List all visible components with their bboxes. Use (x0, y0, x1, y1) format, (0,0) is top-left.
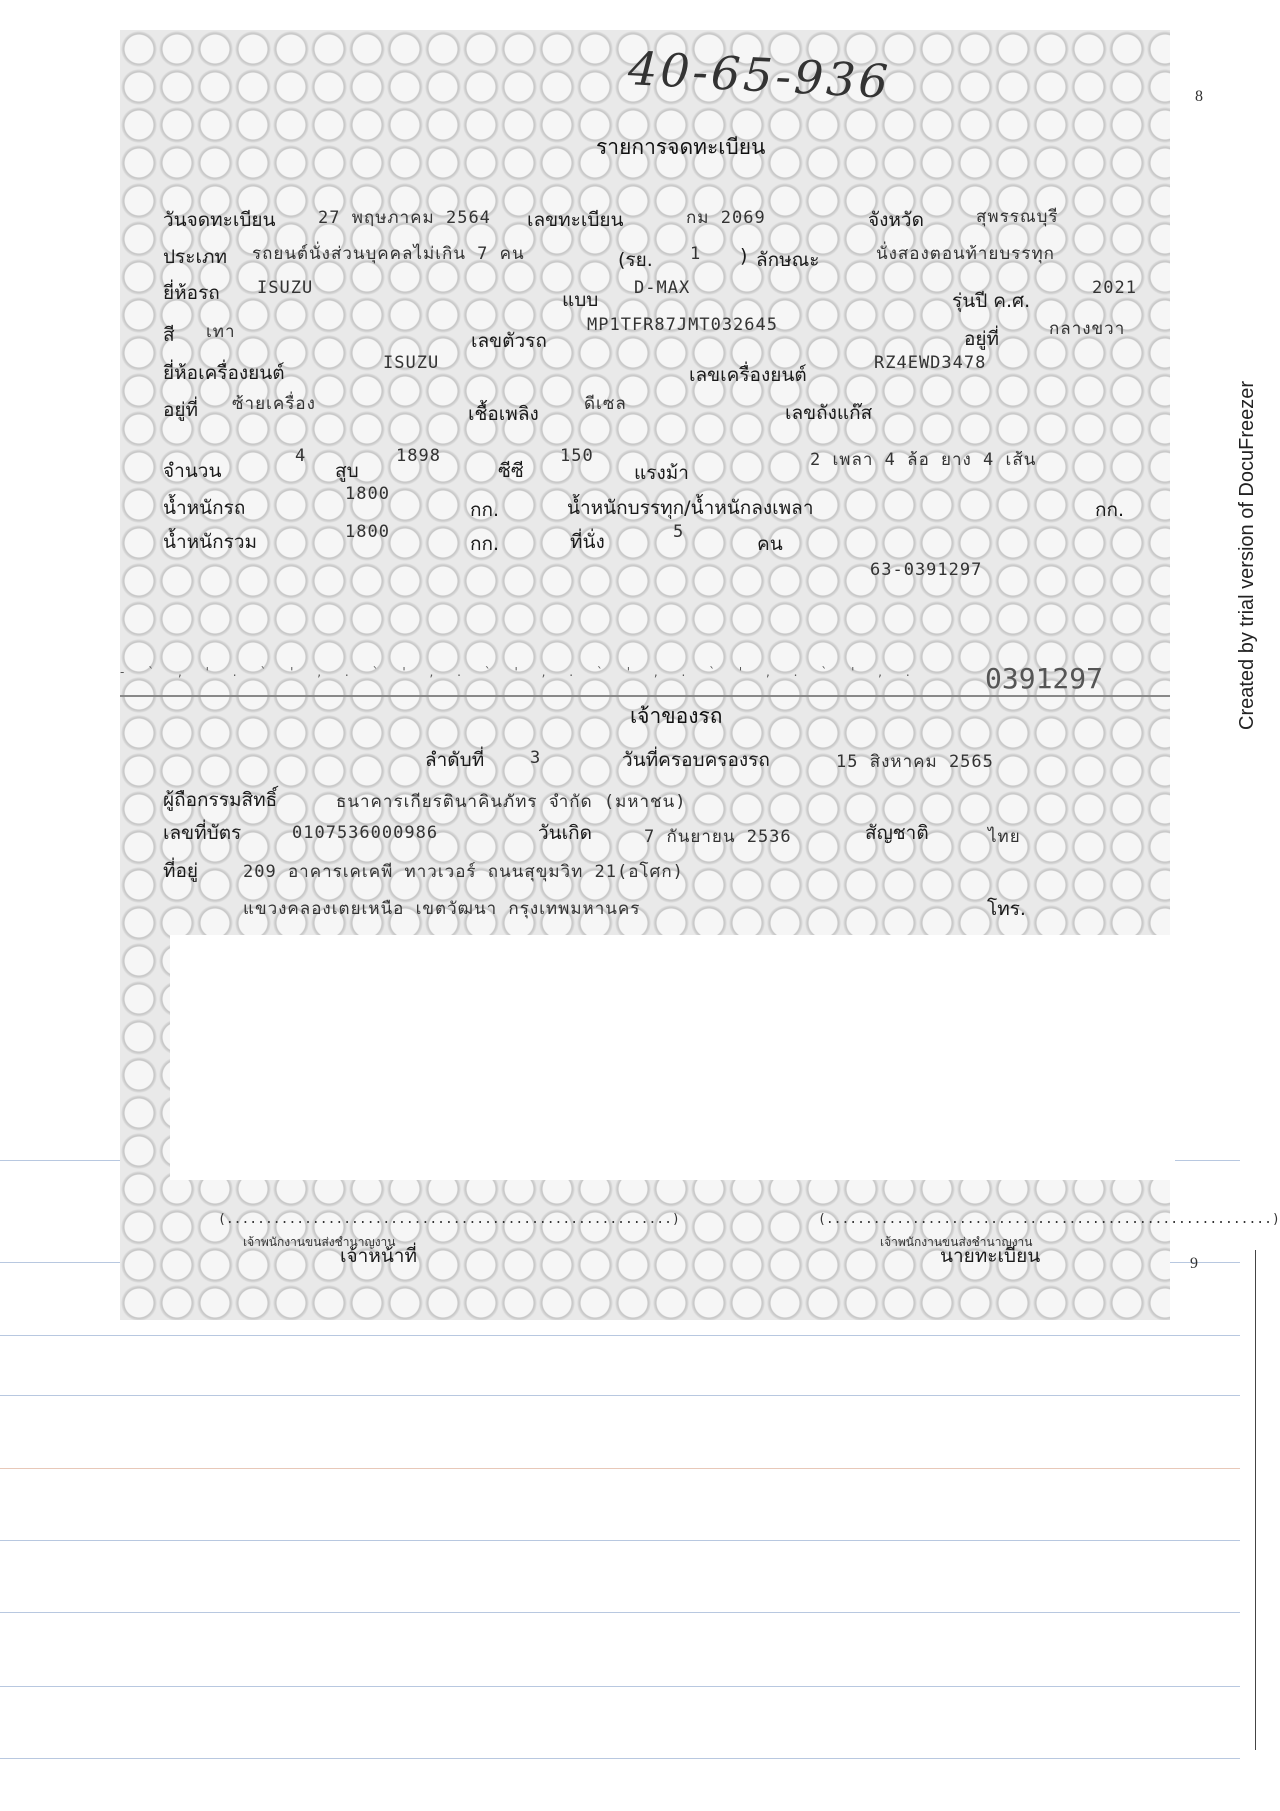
registration-title: รายการจดทะเบียน (596, 135, 766, 159)
ruled-line (0, 1395, 1240, 1396)
cc-value: 1898 (396, 446, 441, 466)
vin-position-label: อยู่ที่ (964, 328, 1000, 350)
gross-weight-unit: กก. (470, 533, 500, 555)
year-value: 2021 (1092, 278, 1137, 298)
ruled-line (0, 1758, 1240, 1759)
redaction-block (170, 935, 1175, 1180)
seats-unit: คน (757, 533, 783, 555)
order-label: ลำดับที่ (425, 749, 485, 771)
engine-no-value: RZ4EWD3478 (874, 353, 987, 373)
color-label: สี (163, 324, 175, 346)
cylinder-count-value: 4 (295, 446, 307, 466)
fuel-value: ดีเซล (584, 394, 627, 414)
left-signature-line: (.........................................................) (218, 1212, 680, 1227)
birth-date-label: วันเกิด (538, 822, 592, 844)
document-number: 63-0391297 (870, 560, 983, 580)
reg-date-value: 27 พฤษภาคม 2564 (318, 208, 491, 228)
year-label: รุ่นปี ค.ศ. (952, 290, 1031, 312)
fuel-label: เชื้อเพลิง (468, 403, 539, 425)
holder-value: ธนาคารเกียรตินาคินภัทร จำกัด (มหาชน) (336, 792, 687, 812)
ry-label: (รย. (618, 249, 653, 271)
ruled-line (0, 1612, 1240, 1613)
cc-label: ซีซี (498, 460, 524, 482)
seam-number: 0391297 (985, 662, 1104, 695)
right-signer-title: นายทะเบียน (940, 1245, 1041, 1267)
model-value: D-MAX (634, 278, 691, 298)
left-signer-title: เจ้าหน้าที่ (340, 1245, 418, 1267)
color-value: เทา (206, 322, 236, 342)
reg-date-label: วันจดทะเบียน (163, 209, 276, 231)
vin-position-value: กลางขวา (1049, 319, 1126, 339)
telephone-label: โทร. (987, 898, 1026, 920)
ruled-line (0, 1686, 1240, 1687)
handwritten-reference: 40-65-936 (626, 41, 893, 109)
ruled-line (0, 1540, 1240, 1541)
id-card-label: เลขที่บัตร (163, 822, 242, 844)
brand-label: ยี่ห้อรถ (163, 282, 220, 304)
province-value: สุพรรณบุรี (976, 207, 1059, 227)
plate-value: กม 2069 (686, 208, 766, 228)
engine-brand-value: ISUZU (383, 353, 440, 373)
brand-value: ISUZU (257, 278, 314, 298)
right-signature-line: (.........................................................) (818, 1212, 1280, 1227)
gas-tank-label: เลขถังแก๊ส (785, 402, 873, 424)
hp-value: 150 (560, 446, 594, 466)
hp-label: แรงม้า (634, 462, 689, 484)
province-label: จังหวัด (868, 209, 924, 231)
style-label: ลักษณะ (756, 249, 820, 271)
right-signer-position: เจ้าพนักงานขนส่งชำนาญงาน (880, 1235, 1033, 1249)
address-label: ที่อยู่ (163, 860, 199, 882)
gross-weight-label: น้ำหนักรวม (163, 531, 258, 553)
style-value: นั่งสองตอนท้ายบรรทุก (876, 244, 1055, 264)
id-card-value: 0107536000986 (292, 823, 439, 843)
plate-label: เลขทะเบียน (527, 209, 624, 231)
load-label: น้ำหนักบรรทุก/น้ำหนักลงเพลา (567, 497, 814, 519)
cylinder-label: สูบ (335, 460, 359, 482)
axle-value: 2 เพลา 4 ล้อ ยาง 4 เส้น (810, 450, 1037, 470)
nationality-value: ไทย (988, 827, 1021, 847)
model-label: แบบ (562, 289, 599, 311)
ry-close: ) (740, 245, 748, 267)
weight-unit: กก. (470, 499, 500, 521)
weight-value: 1800 (345, 484, 390, 504)
engine-brand-label: ยี่ห้อเครื่องยนต์ (163, 362, 285, 384)
load-unit: กก. (1095, 499, 1125, 521)
fold-seam: - ` , ' . ` ' , . ` ' , . ` ' , . ` ' , . ` ' , . ` ' , . (120, 665, 920, 679)
gross-weight-value: 1800 (345, 522, 390, 542)
seats-value: 5 (673, 522, 685, 542)
ry-value: 1 (690, 244, 702, 264)
possession-date-label: วันที่ครอบครองรถ (622, 749, 770, 771)
possession-date-value: 15 สิงหาคม 2565 (836, 752, 994, 772)
nationality-label: สัญชาติ (865, 822, 929, 844)
holder-label: ผู้ถือกรรมสิทธิ์ (163, 789, 278, 811)
ruled-line (0, 1468, 1240, 1469)
engine-position-value: ซ้ายเครื่อง (232, 394, 316, 414)
vin-label: เลขตัวรถ (471, 330, 547, 352)
seats-label: ที่นั่ง (570, 531, 605, 553)
vin-value: MP1TFR87JMT032645 (587, 315, 778, 335)
page-edge (1255, 1250, 1256, 1750)
ruled-line (0, 1335, 1240, 1336)
engine-position-label: อยู่ที่ (163, 399, 199, 421)
docufreezer-watermark: Created by trial version of DocuFreezer (1236, 380, 1258, 730)
address-line-1: 209 อาคารเคเคพี ทาวเวอร์ ถนนสุขุมวิท 21(อโศก) (243, 862, 684, 882)
weight-label: น้ำหนักรถ (163, 497, 246, 519)
birth-date-value: 7 กันยายน 2536 (644, 827, 792, 847)
order-value: 3 (530, 748, 542, 768)
page-number-top: 8 (1195, 88, 1203, 105)
type-label: ประเภท (163, 246, 228, 268)
left-signer-position: เจ้าพนักงานขนส่งชำนาญงาน (243, 1235, 396, 1249)
engine-no-label: เลขเครื่องยนต์ (689, 364, 807, 386)
cylinder-count-label: จำนวน (163, 460, 222, 482)
address-line-2: แขวงคลองเตยเหนือ เขตวัฒนา กรุงเทพมหานคร (243, 899, 641, 919)
type-value: รถยนต์นั่งส่วนบุคคลไม่เกิน 7 คน (252, 244, 525, 264)
page-number-bottom: 9 (1190, 1255, 1198, 1272)
owner-title: เจ้าของรถ (630, 704, 723, 728)
